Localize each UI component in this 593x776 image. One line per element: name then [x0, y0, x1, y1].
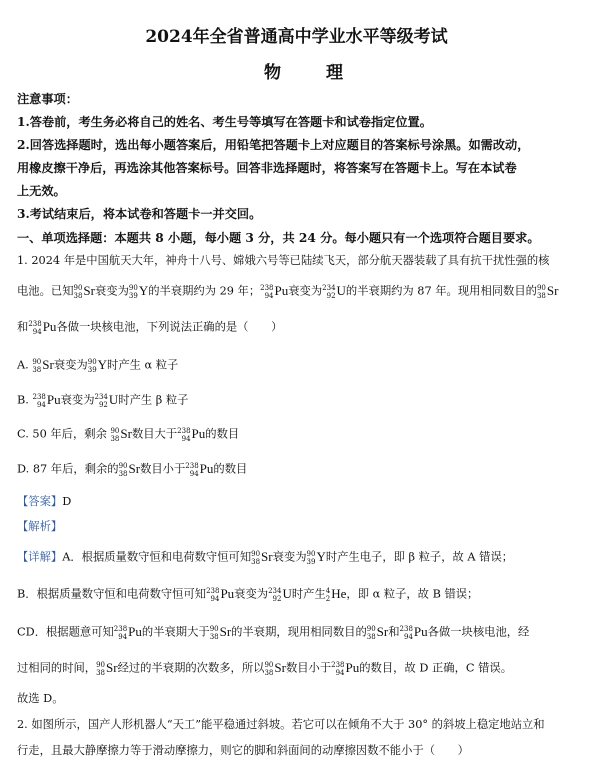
- detail-text: 时产生电子，即 β 粒子，故 A 错误；: [325, 550, 514, 564]
- atomic-number: 38: [110, 435, 120, 443]
- sr-90-nuclide: [110, 425, 131, 444]
- detail-text: 过相同的时间，: [17, 661, 97, 675]
- detail-line-4: [17, 659, 585, 678]
- q1-text: 电池。已知: [17, 284, 74, 298]
- mass-number: 238: [32, 393, 46, 401]
- mass-number: 90: [366, 625, 376, 633]
- q1-text: 各做一块核电池，下列说法正确的是（ ）: [56, 320, 283, 334]
- atomic-number: 94: [335, 669, 345, 677]
- element-symbol: Sr: [546, 283, 559, 298]
- y-90-nuclide: [307, 548, 326, 567]
- element-symbol: Sr: [106, 660, 118, 675]
- option-text: 时产生 α 粒子: [107, 358, 179, 372]
- mass-number: 90: [118, 462, 128, 470]
- notice-item-2a: 2.回答选择题时，选出每小题答案后，用铅笔把答题卡上对应题目的答案标号涂黑。如需改动，: [17, 138, 530, 152]
- q1-stem-line2: [17, 282, 585, 301]
- nuclide-scripts: [110, 427, 119, 443]
- q1-text: 衰变为: [94, 284, 129, 298]
- nuclide-scripts: [537, 284, 546, 300]
- atomic-number: 38: [536, 292, 546, 300]
- atomic-number: 38: [209, 633, 219, 641]
- atomic-number: 94: [181, 435, 191, 443]
- element-symbol: Sr: [42, 357, 54, 372]
- element-symbol: Sr: [83, 283, 95, 298]
- mass-number: 90: [264, 661, 274, 669]
- nuclide-scripts: [331, 661, 344, 677]
- sr-90-nuclide: [96, 659, 117, 678]
- atomic-number: 94: [32, 328, 42, 336]
- sr-90-nuclide: [537, 282, 558, 301]
- q2-stem-line2: 行走，且最大静摩擦力等于滑动摩擦力，则它的脚和斜面间的动摩擦因数不能小于（ ）: [17, 744, 469, 757]
- detail-text: 和: [388, 625, 400, 639]
- answer-tag: 【答案】: [17, 495, 63, 508]
- atomic-number: 38: [73, 292, 83, 300]
- detail-line-1: [17, 548, 585, 567]
- atomic-number: 38: [251, 558, 261, 566]
- atomic-number: 39: [128, 292, 138, 300]
- element-symbol: Pu: [191, 426, 206, 441]
- q1-option-c: [17, 425, 585, 444]
- sr-90-nuclide: [74, 282, 95, 301]
- option-label: B.: [17, 393, 33, 407]
- he-4-nuclide: [326, 585, 347, 604]
- atomic-number: 2: [325, 595, 331, 603]
- element-symbol: Pu: [199, 461, 214, 476]
- pu-238-nuclide: [177, 425, 205, 444]
- sr-90-nuclide: [210, 623, 231, 642]
- q1-text: 和: [17, 320, 29, 334]
- element-symbol: Pu: [128, 624, 142, 639]
- u-234-nuclide: [268, 585, 292, 604]
- mass-number: 238: [206, 587, 220, 595]
- option-text: 衰变为: [53, 358, 88, 372]
- element-symbol: Sr: [274, 660, 286, 675]
- u-234-nuclide: [322, 282, 346, 301]
- q1-stem-line1: 1. 2024 年是中国航天大年，神舟十八号、嫦娥六号等已陆续飞天，部分航天器装载了具有抗干扰性强的核: [17, 254, 550, 267]
- q1-stem-line3: [17, 318, 585, 337]
- atomic-number: 94: [118, 633, 128, 641]
- nuclide-scripts: [28, 320, 41, 336]
- option-text: 数目小于: [140, 462, 186, 476]
- detail-text: 的半衰期大于: [141, 625, 210, 639]
- nuclide-scripts: [32, 393, 45, 409]
- notice-item-1: 1.答卷前，考生务必将自己的姓名、考生号等填写在答题卡和试卷指定位置。: [17, 115, 432, 129]
- element-symbol: Pu: [413, 624, 428, 639]
- element-symbol: Y: [97, 357, 108, 372]
- option-text: 衰变为: [60, 393, 95, 407]
- nuclide-scripts: [119, 462, 128, 478]
- detail-text: 衰变为: [272, 550, 307, 564]
- detail-text: 经过的半衰期的次数多，所以: [117, 661, 265, 675]
- element-symbol: Pu: [46, 392, 61, 407]
- sr-90-nuclide: [32, 356, 53, 375]
- detail-text: B．根据质量数守恒和电荷数守恒可知: [17, 587, 207, 601]
- nuclide-scripts: [251, 550, 260, 566]
- element-symbol: Sr: [261, 549, 273, 564]
- nuclide-scripts: [367, 625, 376, 641]
- notice-item-2c: 上无效。: [17, 184, 66, 198]
- pu-238-nuclide: [28, 318, 56, 337]
- element-symbol: Sr: [128, 461, 141, 476]
- nuclide-scripts: [177, 427, 190, 443]
- nuclide-scripts: [260, 284, 273, 300]
- option-text: 数目大于: [131, 427, 178, 441]
- atomic-number: 94: [264, 292, 274, 300]
- mass-number: 90: [87, 358, 97, 366]
- element-symbol: Y: [316, 549, 326, 564]
- q2-stem-line1: 2. 如图所示，国产人形机器人“天工”能平稳通过斜坡。若它可以在倾角不大于 30° 的斜坡上稳定地站立和: [17, 718, 545, 731]
- element-symbol: U: [336, 283, 346, 298]
- sr-90-nuclide: [251, 548, 272, 567]
- atomic-number: 94: [36, 401, 46, 409]
- detail-text: 的数目，故 D 正确，C 错误。: [359, 661, 512, 675]
- mass-number: 234: [268, 587, 282, 595]
- nuclide-scripts: [114, 625, 127, 641]
- pu-238-nuclide: [206, 585, 234, 604]
- atomic-number: 38: [118, 470, 128, 478]
- q1-text: 衰变为: [288, 284, 323, 298]
- notice-item-2b: 用橡皮擦干净后，再选涂其他答案标号。回答非选择题时，将答案写在答题卡上。写在本试卷: [17, 161, 517, 175]
- mass-number: 90: [209, 625, 219, 633]
- atomic-number: 92: [326, 292, 336, 300]
- detail-text: 衰变为: [234, 587, 269, 601]
- element-symbol: Pu: [274, 283, 289, 298]
- mass-number: 234: [94, 393, 108, 401]
- nuclide-scripts: [210, 625, 219, 641]
- atomic-number: 38: [32, 366, 42, 374]
- element-symbol: He: [331, 586, 347, 601]
- atomic-number: 39: [306, 558, 316, 566]
- q1-option-d: [17, 460, 585, 479]
- analysis-tag: 【解析】: [17, 520, 63, 533]
- pu-238-nuclide: [185, 460, 213, 479]
- detail-text: A．根据质量数守恒和电荷数守恒可知: [62, 550, 252, 564]
- mass-number: 238: [177, 427, 191, 435]
- nuclide-scripts: [268, 587, 281, 603]
- atomic-number: 38: [96, 669, 106, 677]
- detail-line-3: [17, 623, 585, 642]
- notice-item-3: 3.考试结束后，将本试卷和答题卡一并交回。: [17, 207, 262, 221]
- atomic-number: 92: [272, 595, 282, 603]
- mass-number: 90: [73, 284, 83, 292]
- conclusion-line: 故选 D。: [17, 692, 64, 705]
- y-90-nuclide: [129, 282, 148, 301]
- nuclide-scripts: [74, 284, 83, 300]
- pu-238-nuclide: [260, 282, 288, 301]
- detail-tag: 【详解】: [17, 550, 63, 564]
- option-text: 时产生 β 粒子: [118, 393, 189, 407]
- nuclide-scripts: [88, 358, 97, 374]
- sr-90-nuclide: [264, 659, 285, 678]
- element-symbol: Sr: [219, 624, 232, 639]
- element-symbol: Pu: [345, 660, 360, 675]
- option-label: D. 87 年后，剩余的: [17, 462, 119, 476]
- option-text: 的数目: [213, 462, 248, 476]
- nuclide-scripts: [206, 587, 219, 603]
- element-symbol: U: [108, 392, 119, 407]
- element-symbol: Pu: [42, 319, 57, 334]
- element-symbol: Pu: [220, 586, 235, 601]
- nuclide-scripts: [322, 284, 335, 300]
- u-234-nuclide: [95, 391, 119, 410]
- nuclide-scripts: [264, 661, 273, 677]
- mass-number: 90: [96, 661, 106, 669]
- atomic-number: 38: [366, 633, 376, 641]
- y-90-nuclide: [88, 356, 107, 375]
- detail-text: 数目小于: [285, 661, 332, 675]
- pu-238-nuclide: [331, 659, 359, 678]
- atomic-number: 94: [210, 595, 220, 603]
- detail-line-2: [17, 585, 585, 604]
- atomic-number: 92: [98, 401, 108, 409]
- element-symbol: Sr: [120, 426, 132, 441]
- mass-number: 238: [260, 284, 274, 292]
- element-symbol: Y: [138, 283, 149, 298]
- nuclide-scripts: [400, 625, 413, 641]
- mass-number: 238: [28, 320, 42, 328]
- mass-number: 90: [128, 284, 138, 292]
- atomic-number: 94: [189, 470, 199, 478]
- nuclide-scripts: [307, 550, 316, 566]
- element-symbol: Sr: [376, 624, 389, 639]
- mass-number: 90: [251, 550, 261, 558]
- answer-value: D: [62, 495, 72, 508]
- nuclide-scripts: [185, 462, 198, 478]
- mass-number: 238: [185, 462, 199, 470]
- sr-90-nuclide: [119, 460, 140, 479]
- mass-number: 234: [322, 284, 336, 292]
- nuclide-scripts: [32, 358, 41, 374]
- q1-text: 的半衰期约为 29 年；: [148, 284, 261, 298]
- mass-number: 238: [331, 661, 345, 669]
- answer-line: [17, 493, 585, 511]
- option-label: C. 50 年后，剩余: [17, 427, 111, 441]
- mass-number: 90: [306, 550, 316, 558]
- section-heading: 一、单项选择题：本题共 8 小题，每小题 3 分，共 24 分。每小题只有一个选项符合题目要求。: [17, 231, 540, 245]
- option-text: 的数目: [205, 427, 240, 441]
- mass-number: 90: [110, 427, 120, 435]
- detail-text: 各做一块核电池，经: [427, 625, 530, 639]
- mass-number: 90: [32, 358, 42, 366]
- nuclide-scripts: [326, 587, 330, 603]
- option-label: A.: [17, 358, 33, 372]
- q1-option-a: [17, 356, 585, 375]
- q1-option-b: [17, 391, 585, 410]
- detail-text: CD．根据题意可知: [17, 625, 114, 639]
- mass-number: 238: [113, 625, 128, 633]
- pu-238-nuclide: [400, 623, 428, 642]
- pu-238-nuclide: [32, 391, 60, 410]
- subject-title: 物 理: [264, 63, 357, 83]
- element-symbol: U: [282, 586, 292, 601]
- nuclide-scripts: [95, 393, 108, 409]
- mass-number: 4: [325, 587, 331, 595]
- pu-238-nuclide: [114, 623, 142, 642]
- nuclide-scripts: [96, 661, 105, 677]
- sr-90-nuclide: [367, 623, 388, 642]
- nuclide-scripts: [129, 284, 138, 300]
- detail-text: 时产生: [291, 587, 326, 601]
- q1-text: 的半衰期约为 87 年。现用相同数目的: [345, 284, 537, 298]
- atomic-number: 39: [87, 366, 97, 374]
- exam-title: 2024年全省普通高中学业水平等级考试: [145, 27, 448, 47]
- detail-text: ，即 α 粒子，故 B 错误；: [346, 587, 479, 601]
- atomic-number: 38: [264, 669, 274, 677]
- notice-heading: 注意事项：: [17, 92, 78, 106]
- mass-number: 238: [399, 625, 413, 633]
- detail-text: 的半衰期，现用相同数目的: [231, 625, 367, 639]
- mass-number: 90: [536, 284, 546, 292]
- atomic-number: 94: [404, 633, 413, 641]
